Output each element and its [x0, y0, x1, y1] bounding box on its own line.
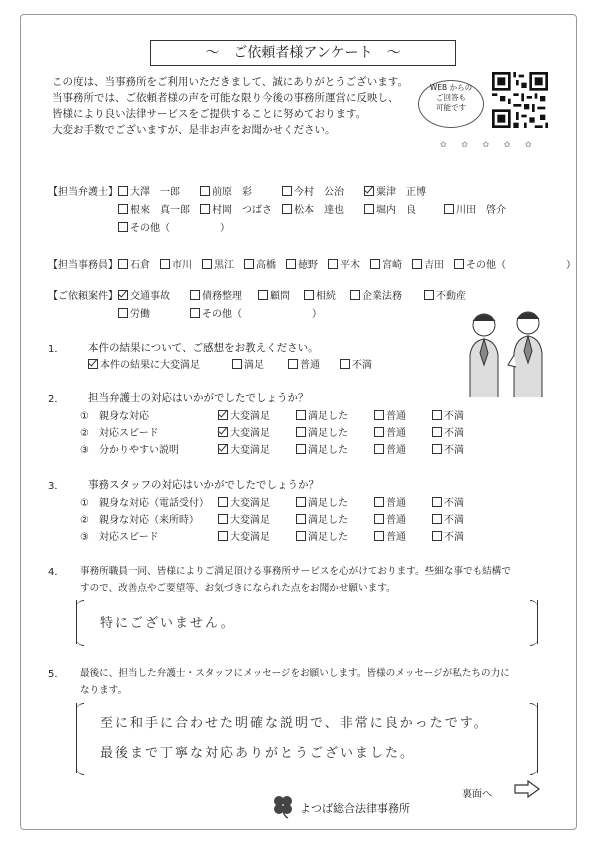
q2-option[interactable]: 大変満足	[218, 441, 270, 456]
q5-number: 5．	[48, 669, 65, 680]
checkbox-checked-icon[interactable]	[118, 290, 128, 300]
checkbox-icon[interactable]	[374, 531, 384, 541]
web-answer-bubble	[418, 80, 484, 128]
checkbox-checked-icon[interactable]	[218, 427, 228, 437]
case-label: 【ご依頼案件】	[48, 291, 118, 302]
staff-label: 【担当事務員】	[48, 260, 118, 271]
q2-option[interactable]: 満足した	[296, 407, 348, 422]
checkbox-icon[interactable]	[350, 290, 360, 300]
checkbox-icon[interactable]	[444, 204, 454, 214]
q2-option[interactable]: 不満	[432, 424, 464, 439]
q2-option[interactable]: 満足した	[296, 424, 348, 439]
q1-option[interactable]: 普通	[288, 356, 320, 371]
checkbox-icon[interactable]	[412, 259, 422, 269]
q2-option[interactable]: 大変満足	[218, 424, 270, 439]
intro-line-3: 皆様により良い法律サービスをご提供することに努めております。	[52, 108, 367, 120]
lawyer-option[interactable]: 松本 達也	[282, 201, 344, 216]
checkbox-icon[interactable]	[374, 410, 384, 420]
checkbox-icon[interactable]	[288, 359, 298, 369]
staff-option[interactable]: 吉田	[412, 256, 444, 271]
q2-text: 担当弁護士の対応はいかがでしたでしょうか？	[88, 392, 309, 404]
checkbox-icon[interactable]	[118, 308, 128, 318]
case-option[interactable]: 相続	[304, 287, 336, 302]
q1-text: 本件の結果について、ご感想をお教えください。	[88, 342, 319, 354]
case-option[interactable]: 不動産	[424, 287, 466, 302]
checkbox-icon[interactable]	[218, 497, 228, 507]
bubble-line-3: 可能です	[436, 103, 466, 112]
q2-option[interactable]: 満足した	[296, 441, 348, 456]
intro-line-4: 大変お手数でございますが、是非お声をお聞かせください。	[52, 124, 336, 136]
checkbox-icon[interactable]	[432, 497, 442, 507]
lawyer-label: 【担当弁護士】	[48, 187, 118, 198]
checkbox-icon[interactable]	[432, 531, 442, 541]
q3-number: 3．	[48, 481, 65, 492]
bubble-line-2: ご回答も	[436, 93, 466, 102]
intro-line-2: 当事務所では、ご依頼者様の声を可能な限り今後の事務所運営に反映し、	[52, 92, 399, 104]
lawyer-option[interactable]: 今村 公治	[282, 183, 344, 198]
q3-option[interactable]: 不満	[432, 494, 464, 509]
staff-option[interactable]: 徳野	[286, 256, 318, 271]
q2-row-label: ① 親身な対応	[80, 411, 149, 422]
staff-option[interactable]: 黒江	[202, 256, 234, 271]
checkbox-icon[interactable]	[296, 444, 306, 454]
checkbox-icon[interactable]	[190, 308, 200, 318]
clover-decoration-icon: ✿ ✿ ✿ ✿ ✿	[440, 140, 538, 149]
checkbox-icon[interactable]	[282, 186, 292, 196]
checkbox-icon[interactable]	[296, 531, 306, 541]
checkbox-icon[interactable]	[304, 290, 314, 300]
lawyer-option[interactable]: 根來 真一郎	[118, 201, 190, 216]
checkbox-icon[interactable]	[374, 444, 384, 454]
case-option[interactable]: 労働	[118, 305, 150, 320]
q2-row-label: ② 対応スピード	[80, 428, 159, 439]
q3-option[interactable]: 普通	[374, 494, 406, 509]
lawyer-option[interactable]: 川田 啓介	[444, 201, 506, 216]
q3-option[interactable]: 満足した	[296, 494, 348, 509]
q3-row-label: ③ 対応スピード	[80, 532, 159, 543]
checkbox-icon[interactable]	[296, 514, 306, 524]
q2-option[interactable]: 不満	[432, 407, 464, 422]
checkbox-icon[interactable]	[200, 186, 210, 196]
q2-option[interactable]: 普通	[374, 441, 406, 456]
lawyer-option[interactable]: 村岡 つばさ	[200, 201, 272, 216]
lawyer-option[interactable]: 堀内 良	[364, 201, 416, 216]
checkbox-icon[interactable]	[160, 259, 170, 269]
q3-option[interactable]: 普通	[374, 528, 406, 543]
q1-option[interactable]: 本件の結果に大変満足	[88, 356, 200, 371]
staff-option[interactable]: 市川	[160, 256, 192, 271]
checkbox-checked-icon[interactable]	[88, 359, 98, 369]
checkbox-icon[interactable]	[370, 259, 380, 269]
lawyers-illustration-icon	[458, 305, 556, 397]
checkbox-icon[interactable]	[374, 427, 384, 437]
case-option[interactable]: 債務整理	[190, 287, 242, 302]
arrow-right-icon[interactable]	[514, 780, 540, 798]
q3-option[interactable]: 満足した	[296, 511, 348, 526]
case-option[interactable]: その他（ ）	[190, 305, 322, 320]
lawyer-option[interactable]: 大澤 一郎	[118, 183, 180, 198]
checkbox-icon[interactable]	[432, 514, 442, 524]
q4-text-line-2: すので、改善点やご要望等、お気づきになられた点をお聞かせ願います。	[80, 583, 396, 594]
staff-option[interactable]: 平木	[328, 256, 360, 271]
q4-answer: 特にございません。	[100, 616, 236, 631]
q5-text-line-1: 最後に、担当した弁護士・スタッフにメッセージをお願いします。皆様のメッセージが私たちの力に	[80, 668, 510, 679]
office-name: よつば総合法律事務所	[300, 802, 410, 815]
checkbox-icon[interactable]	[432, 427, 442, 437]
staff-option[interactable]: 宮崎	[370, 256, 402, 271]
checkbox-icon[interactable]	[432, 444, 442, 454]
next-page-label: 裏面へ	[462, 789, 492, 800]
checkbox-icon[interactable]	[190, 290, 200, 300]
checkbox-icon[interactable]	[118, 259, 128, 269]
q3-row-label: ② 親身な対応（来所時）	[80, 515, 199, 526]
case-option[interactable]: 交通事故	[118, 287, 170, 302]
q5-answer-line-2: 最後まで丁寧な対応ありがとうございました。	[100, 746, 416, 761]
q3-option[interactable]: 大変満足	[218, 528, 270, 543]
checkbox-checked-icon[interactable]	[218, 410, 228, 420]
staff-option[interactable]: 高橋	[244, 256, 276, 271]
q3-option[interactable]: 満足した	[296, 528, 348, 543]
checkbox-icon[interactable]	[374, 514, 384, 524]
bubble-line-1: WEB からの	[429, 83, 473, 92]
q1-option[interactable]: 不満	[340, 356, 372, 371]
q2-row-label: ③ 分かりやすい説明	[80, 445, 179, 456]
checkbox-icon[interactable]	[118, 204, 128, 214]
q5-answer-line-1: 至に和手に合わせた明確な説明で、非常に良かったです。	[100, 716, 489, 731]
staff-other[interactable]: その他（ ）	[454, 256, 576, 271]
checkbox-checked-icon[interactable]	[364, 186, 374, 196]
checkbox-icon[interactable]	[244, 259, 254, 269]
case-option[interactable]: 顧問	[258, 287, 290, 302]
q2-option[interactable]: 不満	[432, 441, 464, 456]
q1-number: 1．	[48, 344, 65, 355]
checkbox-icon[interactable]	[328, 259, 338, 269]
checkbox-icon[interactable]	[454, 259, 464, 269]
lawyer-option[interactable]: 粟津 正博	[364, 183, 426, 198]
q4-number: 4．	[48, 567, 65, 578]
q3-text: 事務スタッフの対応はいかがでしたでしょうか？	[88, 479, 319, 491]
checkbox-icon[interactable]	[232, 359, 242, 369]
lawyer-option[interactable]: 前原 彩	[200, 183, 252, 198]
page-title: 〜 ご依頼者様アンケート 〜	[150, 40, 456, 66]
checkbox-icon[interactable]	[296, 410, 306, 420]
q3-option[interactable]: 大変満足	[218, 511, 270, 526]
checkbox-icon[interactable]	[282, 204, 292, 214]
q3-option[interactable]: 大変満足	[218, 494, 270, 509]
case-option[interactable]: 企業法務	[350, 287, 402, 302]
q2-option[interactable]: 普通	[374, 407, 406, 422]
lawyer-other[interactable]: その他（ ）	[118, 219, 230, 234]
q5-text-line-2: なります。	[80, 685, 128, 696]
q3-option[interactable]: 普通	[374, 511, 406, 526]
checkbox-icon[interactable]	[118, 186, 128, 196]
checkbox-icon[interactable]	[364, 204, 374, 214]
q3-row-label: ① 親身な対応（電話受付）	[80, 498, 209, 509]
q2-option[interactable]: 大変満足	[218, 407, 270, 422]
checkbox-icon[interactable]	[218, 531, 228, 541]
checkbox-icon[interactable]	[424, 290, 434, 300]
checkbox-icon[interactable]	[374, 497, 384, 507]
checkbox-icon[interactable]	[200, 204, 210, 214]
q2-option[interactable]: 普通	[374, 424, 406, 439]
q3-option[interactable]: 不満	[432, 511, 464, 526]
checkbox-icon[interactable]	[202, 259, 212, 269]
checkbox-icon[interactable]	[432, 410, 442, 420]
intro-line-1: この度は、当事務所をご利用いただきまして、誠にありがとうございます。	[52, 76, 408, 88]
q4-text-line-1: 事務所職員一同、皆様によりご満足頂ける事務所サービスを心がけております。些細な事でも結構で	[80, 566, 511, 577]
checkbox-icon[interactable]	[118, 222, 128, 232]
clover-logo-icon	[270, 793, 296, 819]
q3-option[interactable]: 不満	[432, 528, 464, 543]
checkbox-icon[interactable]	[296, 427, 306, 437]
checkbox-icon[interactable]	[218, 514, 228, 524]
checkbox-icon[interactable]	[258, 290, 268, 300]
staff-option[interactable]: 石倉	[118, 256, 150, 271]
q2-number: 2．	[48, 394, 65, 405]
checkbox-icon[interactable]	[296, 497, 306, 507]
checkbox-icon[interactable]	[340, 359, 350, 369]
checkbox-checked-icon[interactable]	[218, 444, 228, 454]
checkbox-icon[interactable]	[286, 259, 296, 269]
qr-code-icon[interactable]	[492, 72, 548, 128]
q1-option[interactable]: 満足	[232, 356, 264, 371]
